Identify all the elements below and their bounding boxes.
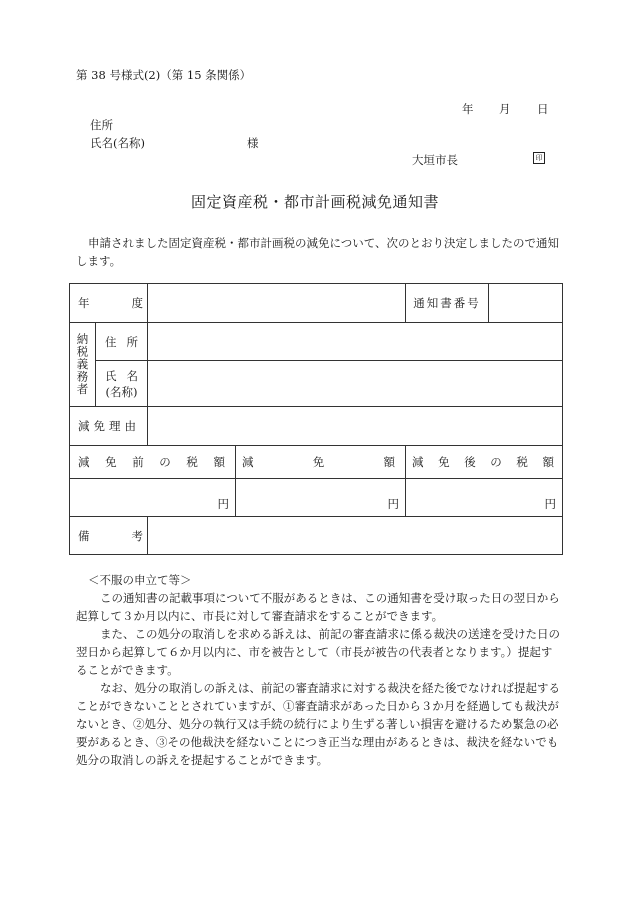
row-reason [70, 407, 563, 446]
intro-text: 申請されました固定資産税・都市計画税の減免について、次のとおり決定しましたので通知します。 [76, 236, 560, 268]
date-day-label: 日 [537, 102, 549, 116]
reason-label: 減免理由 [70, 407, 148, 446]
label-char: 減 [242, 455, 254, 469]
year-label-cell [70, 284, 148, 323]
yen-unit: 円 [544, 497, 556, 511]
name-label-sub: (名称) [105, 384, 138, 399]
taxpayer-label: 納税義務者 [75, 333, 90, 396]
address-label-cell [96, 323, 148, 361]
label-char: 免 [438, 455, 450, 469]
name-value-cell[interactable] [148, 361, 563, 407]
label-char: 後 [464, 455, 476, 469]
address-label-char: 住 [105, 334, 117, 349]
label-char: 免 [312, 455, 325, 469]
remarks-label-char: 考 [131, 528, 143, 543]
year-value-cell[interactable] [148, 284, 406, 323]
label-char: 額 [383, 455, 395, 469]
name-label-char: 名 [126, 368, 138, 383]
before-tax-value-cell[interactable] [70, 479, 236, 517]
name-label-cell [96, 361, 148, 407]
before-tax-label-cell [70, 446, 236, 479]
row-tax-labels [70, 446, 563, 479]
remarks-value-cell[interactable] [148, 517, 563, 555]
label-char: 額 [213, 455, 225, 469]
exempt-label-cell [236, 446, 406, 479]
issuer-mayor: 大垣市長 [412, 153, 458, 167]
row-tax-values [70, 479, 563, 517]
seal-mark: 印 [533, 152, 545, 164]
remarks-label-cell [70, 517, 148, 555]
notice-table [69, 283, 563, 555]
notice-no-label: 通知書番号 [406, 284, 489, 323]
yen-unit: 円 [387, 497, 399, 511]
label-char: の [159, 455, 171, 469]
row-taxpayer-address [70, 323, 563, 361]
label-char: 税 [516, 455, 528, 469]
recipient-name-label: 氏名(名称) [90, 136, 145, 150]
notes-paragraph: また、この処分の取消しを求める訴えは、前記の審査請求に係る裁決の送達を受けた日の翌日から起算して６か月以内に、市を被告として（市長が被告の代表者となります。）提起することができます。 [76, 627, 560, 677]
label-char: 税 [186, 455, 198, 469]
after-tax-value-cell[interactable] [406, 479, 563, 517]
label-char: 額 [542, 455, 554, 469]
date-year-label: 年 [462, 102, 474, 116]
year-label-char: 年 [78, 296, 90, 310]
row-year [70, 284, 563, 323]
honorific: 様 [247, 136, 259, 150]
yen-unit: 円 [217, 497, 229, 511]
notes-heading: ＜不服の申立て等＞ [88, 573, 192, 587]
reason-value-cell[interactable] [148, 407, 563, 446]
remarks-label-char: 備 [78, 528, 90, 543]
exempt-value-cell[interactable] [236, 479, 406, 517]
label-char: 前 [132, 455, 144, 469]
notes-paragraph: この通知書の記載事項について不服があるときは、この通知書を受け取った日の翌日から起算して３か月以内に、市長に対して審査請求をすることができます。 [76, 591, 560, 623]
notice-no-value-cell[interactable] [489, 284, 563, 323]
label-char: の [490, 455, 502, 469]
document-title: 固定資産税・都市計画税減免通知書 [190, 193, 439, 211]
name-label-char: 氏 [105, 368, 117, 383]
appeal-notes [76, 571, 562, 769]
recipient-address-label: 住所 [90, 118, 113, 132]
row-taxpayer-name [70, 361, 563, 407]
row-remarks [70, 517, 563, 555]
label-char: 減 [412, 455, 424, 469]
address-value-cell[interactable] [148, 323, 563, 361]
label-char: 免 [105, 455, 117, 469]
form-number: 第 38 号様式(2)（第 15 条関係） [76, 68, 252, 82]
notes-paragraph: なお、処分の取消しの訴えは、前記の審査請求に対する裁決を経た後でなければ提起することができないこととされていますが、①審査請求があった日から３か月を経過しても裁決がないとき、②処分、処分の執行又は手続の続行により生ずる著しい損害を避けるため緊急の必要があるとき、③その他裁決を経ないことにつき正当な理由があるときは、裁決を経ないでも処分の取消しの訴えを提起することができます。 [76, 681, 560, 767]
after-tax-label-cell [406, 446, 563, 479]
taxpayer-label-cell [70, 323, 96, 407]
address-label-char: 所 [126, 334, 138, 349]
date-month-label: 月 [499, 102, 511, 116]
year-label-char: 度 [131, 296, 143, 310]
label-char: 減 [78, 455, 90, 469]
